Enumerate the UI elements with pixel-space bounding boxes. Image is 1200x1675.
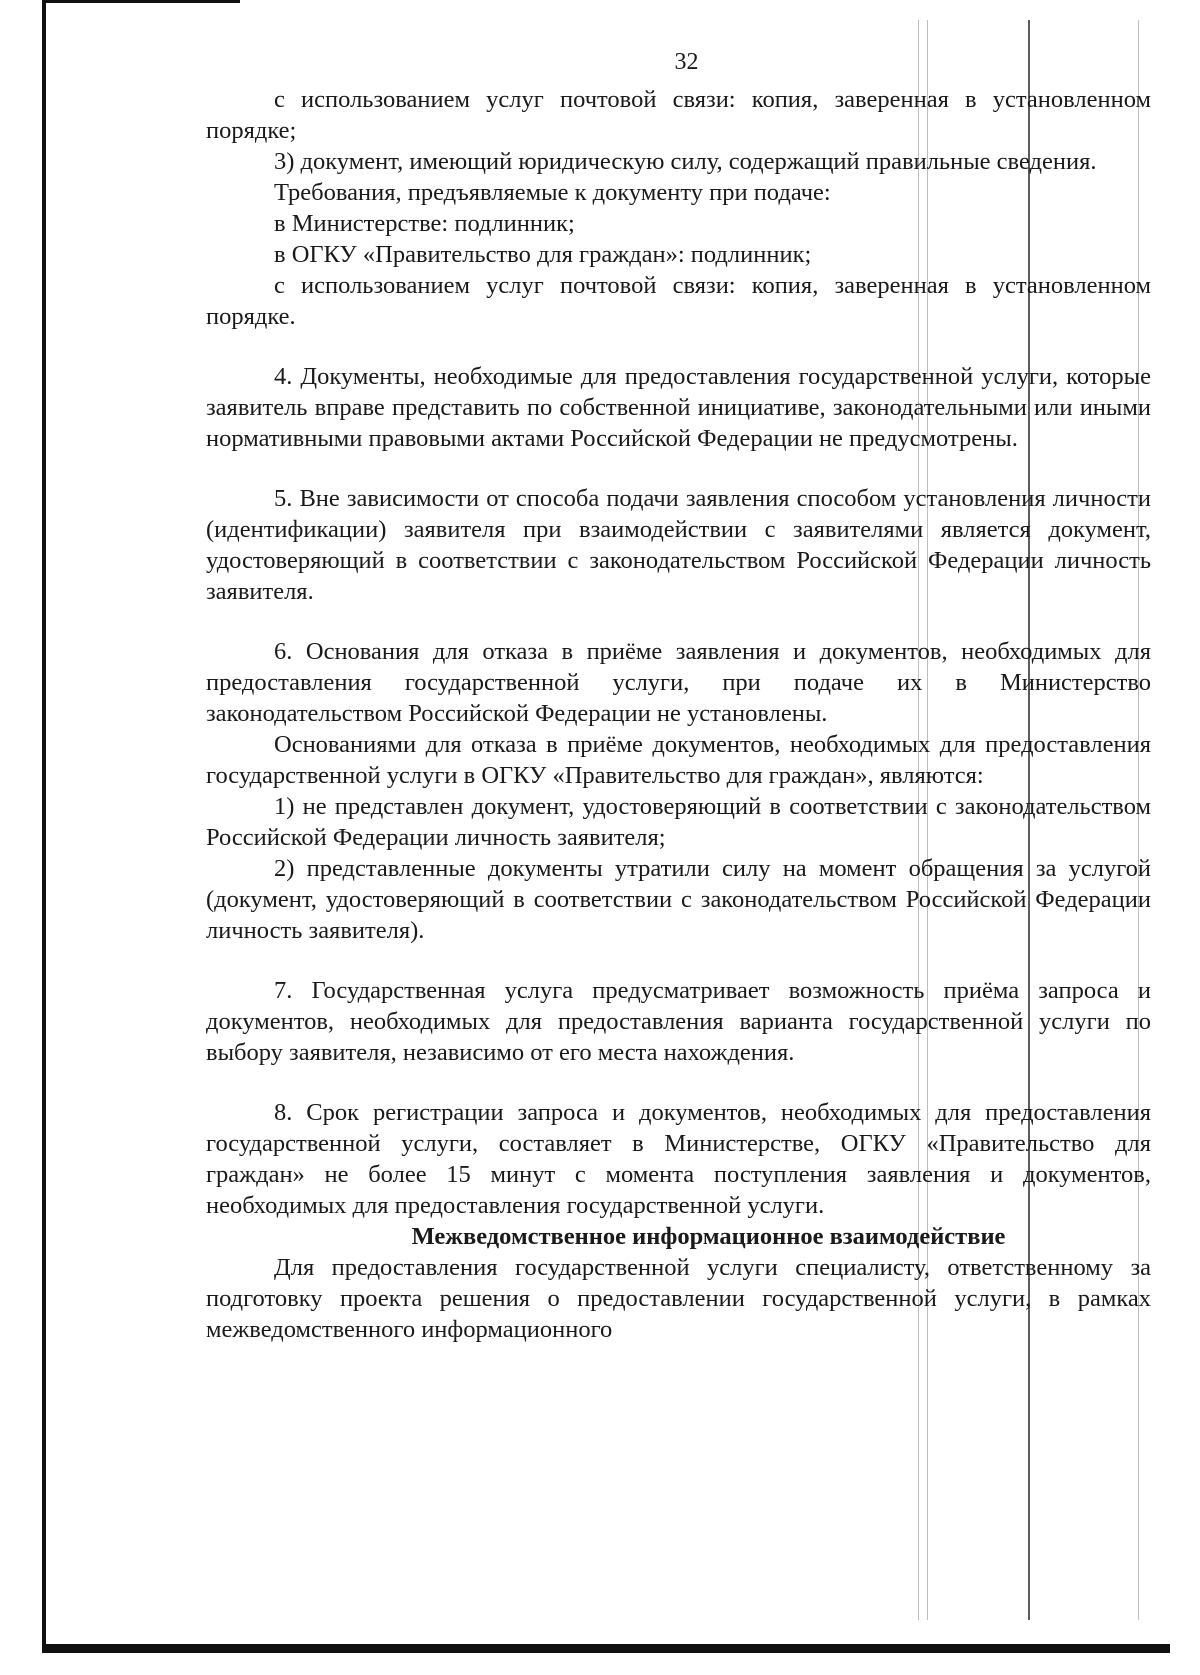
paragraph: в ОГКУ «Правительство для граждан»: подлинник; — [274, 241, 812, 268]
paragraph: с использованием услуг почтовой связи: копия, заверенная в установленном порядке; — [206, 86, 1151, 144]
page-number: 32 — [674, 49, 699, 75]
paragraph: Основаниями для отказа в приёме документов, необходимых для предоставления государственной услуги в ОГКУ «Правительство для граждан», являются: — [206, 731, 1151, 789]
paragraph: в Министерстве: подлинник; — [274, 210, 575, 237]
paragraph: 3) документ, имеющий юридическую силу, содержащий правильные сведения. — [274, 148, 1097, 175]
scan-left-edge — [42, 0, 46, 1652]
paragraph: Для предоставления государственной услуги специалисту, ответственному за подготовку проекта решения о предоставлении государственной услуги, в рамках межведомственного информационного — [206, 1254, 1151, 1343]
section-heading: Межведомственное информационное взаимодействие — [411, 1223, 1006, 1250]
paragraph: 7. Государственная услуга предусматривает возможность приёма запроса и документов, необходимых для предоставления варианта государственной услуги по выбору заявителя, независимо от его места нахождения. — [206, 977, 1151, 1066]
paragraph: Требования, предъявляемые к документу при подаче: — [274, 179, 831, 206]
paragraph: 8. Срок регистрации запроса и документов, необходимых для предоставления государственной услуги, составляет в Министерстве, ОГКУ «Правительство для граждан» не более 15 минут с момента поступления заявления и документов, необходимых для предоставления государственной услуги. — [206, 1099, 1151, 1219]
scan-bottom-edge — [42, 1644, 1170, 1653]
paragraph: 5. Вне зависимости от способа подачи заявления способом установления личности (идентификации) заявителя при взаимодействии с заявителями является документ, удостоверяющий в соответствии с законодательством Российской Федерации личность заявителя. — [206, 485, 1151, 605]
paragraph: 4. Документы, необходимые для предоставления государственной услуги, которые заявитель вправе представить по собственной инициативе, законодательными или иными нормативными правовыми актами Российской Федерации не предусмотрены. — [206, 363, 1151, 452]
paragraph: 6. Основания для отказа в приёме заявления и документов, необходимых для предоставления государственной услуги, при подаче их в Министерство законодательством Российской Федерации не установлены. — [206, 638, 1151, 727]
scan-top-edge — [42, 0, 240, 3]
document-page — [206, 40, 1151, 1345]
paragraph: с использованием услуг почтовой связи: копия, заверенная в установленном порядке. — [206, 272, 1151, 330]
paragraph: 2) представленные документы утратили силу на момент обращения за услугой (документ, удостоверяющий в соответствии с законодательством Российской Федерации личность заявителя). — [206, 855, 1151, 944]
paragraph: 1) не представлен документ, удостоверяющий в соответствии с законодательством Российской Федерации личность заявителя; — [206, 793, 1151, 851]
